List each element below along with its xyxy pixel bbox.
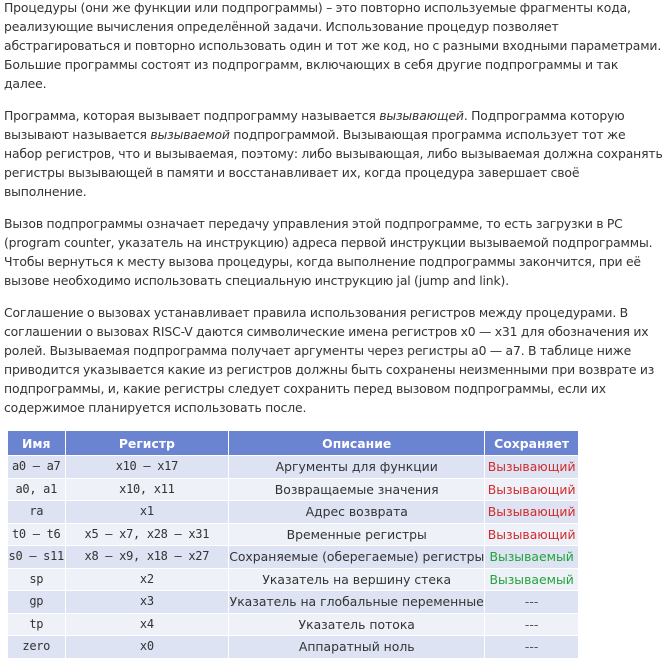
article-content <box>4 0 664 659</box>
table-row <box>8 456 579 479</box>
cell-saver: Вызывающий <box>485 456 579 479</box>
cell-saver: Вызывающий <box>485 501 579 524</box>
cell-name: gp <box>8 591 66 614</box>
header-saver: Сохраняет <box>485 431 579 456</box>
header-description: Описание <box>229 431 485 456</box>
cell-description: Указатель на вершину стека <box>229 568 485 591</box>
cell-register: x8 — x9, x18 — x27 <box>65 546 229 569</box>
cell-register: x0 <box>65 636 229 659</box>
cell-description: Аппаратный ноль <box>229 636 485 659</box>
table-row <box>8 478 579 501</box>
cell-name: s0 — s11 <box>8 546 66 569</box>
cell-name: zero <box>8 636 66 659</box>
cell-description: Возвращаемые значения <box>229 478 485 501</box>
table-row <box>8 613 579 636</box>
table-row <box>8 591 579 614</box>
table-row <box>8 636 579 659</box>
cell-saver: --- <box>485 591 579 614</box>
cell-register: x4 <box>65 613 229 636</box>
paragraph-subroutine-call: Вызов подпрограммы означает передачу управления этой подпрограмме, то есть загрузки в PC (program counter, указатель на инструкцию) адреса первой инструкции вызываемой подпрограммы. Чтобы вернуться к месту вызова процедуры, когда выполнение подпрограммы закончится, при её вызове необходимо использовать специальную инструкцию jal (jump and link). <box>4 216 653 288</box>
cell-name: ra <box>8 501 66 524</box>
cell-description: Указатель на глобальные переменные <box>229 591 485 614</box>
table-row <box>8 568 579 591</box>
paragraph-text: . Подпрограмма которую вызывают называется <box>4 108 625 142</box>
cell-description: Временные регистры <box>229 523 485 546</box>
header-name: Имя <box>8 431 66 456</box>
cell-name: t0 — t6 <box>8 523 66 546</box>
cell-register: x2 <box>65 568 229 591</box>
cell-saver: Вызывающий <box>485 523 579 546</box>
cell-description: Адрес возврата <box>229 501 485 524</box>
table-body <box>8 456 579 659</box>
cell-name: tp <box>8 613 66 636</box>
paragraph-text: Программа, которая вызывает подпрограмму называется <box>4 108 380 123</box>
cell-register: x10, x11 <box>65 478 229 501</box>
term-caller: вызывающей <box>379 108 464 123</box>
cell-name: sp <box>8 568 66 591</box>
cell-description: Указатель потока <box>229 613 485 636</box>
cell-name: a0, a1 <box>8 478 66 501</box>
cell-saver: Вызываемый <box>485 568 579 591</box>
table-row <box>8 546 579 569</box>
register-table <box>7 430 579 659</box>
cell-description: Сохраняемые (оберегаемые) регистры <box>229 546 485 569</box>
cell-register: x5 — x7, x28 — x31 <box>65 523 229 546</box>
table-row <box>8 523 579 546</box>
cell-saver: Вызываемый <box>485 546 579 569</box>
paragraph-caller-callee <box>4 106 664 201</box>
table-header-row <box>8 431 579 456</box>
cell-register: x10 — x17 <box>65 456 229 479</box>
term-callee: вызываемой <box>150 127 230 142</box>
paragraph-calling-convention: Соглашение о вызовах устанавливает правила использования регистров между процедурами. В соглашении о вызовах RISC-V даются символические имена регистров x0 — x31 для обозначения их ролей. Вызываемая подпрограмма получает аргументы через регистры a0 — a7. В таблице ниже приводится указывается какие из регистров должны быть сохранены неизменными при возврате из подпрограммы, и, какие регистры следует сохранить перед вызовом подпрограммы, если их содержимое планируется использовать после. <box>4 305 655 415</box>
cell-register: x3 <box>65 591 229 614</box>
paragraph-text: подпрограммой. Вызывающая программа использует тот же набор регистров, что и вызываемая, поэтому: либо вызывающая, либо вызываемая должна сохранять регистры вызывающей в памяти и восстанавливает их, когда процедура завершает своё выполнение. <box>4 127 663 199</box>
cell-saver: --- <box>485 613 579 636</box>
header-register: Регистр <box>65 431 229 456</box>
cell-description: Аргументы для функции <box>229 456 485 479</box>
cell-saver: --- <box>485 636 579 659</box>
cell-register: x1 <box>65 501 229 524</box>
paragraph-procedures: Процедуры (они же функции или подпрограммы) – это повторно используемые фрагменты кода, реализующие вычисления определённой задачи. Использование процедур позволяет абстрагироваться и повторно использовать один и тот же код, но с разными входными параметрами. Большие программы состоят из подпрограмм, включающих в себя другие подпрограммы и так далее. <box>4 0 662 91</box>
cell-name: a0 — a7 <box>8 456 66 479</box>
cell-saver: Вызывающий <box>485 478 579 501</box>
table-row <box>8 501 579 524</box>
